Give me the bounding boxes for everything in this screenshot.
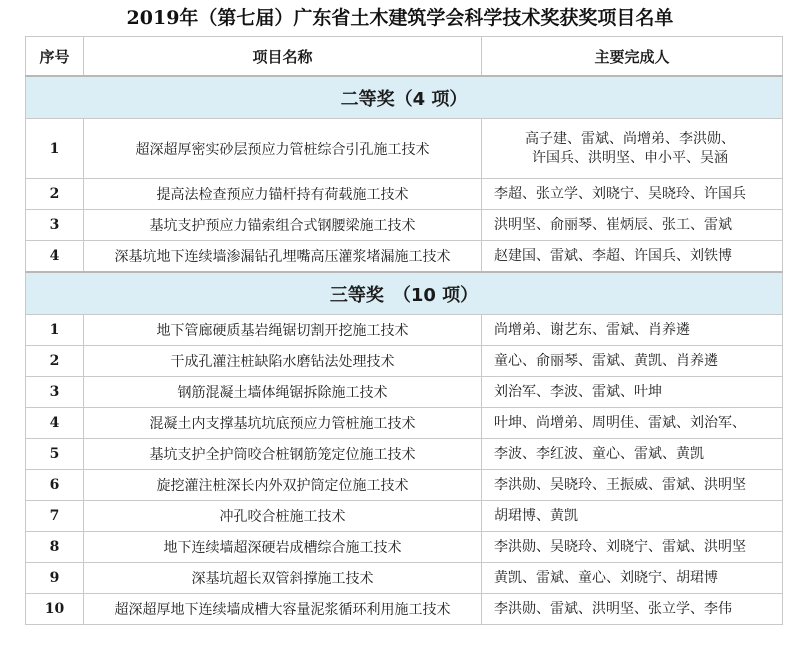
completers [482, 532, 783, 563]
table-row [26, 346, 783, 377]
section-label: 三等奖 （10 项） [26, 272, 783, 315]
completers [482, 119, 783, 179]
table-row [26, 179, 783, 210]
project-name: 超深超厚地下连续墙成槽大容量泥浆循环利用施工技术 [84, 594, 482, 625]
project-name: 基坑支护全护筒咬合桩钢筋笼定位施工技术 [84, 439, 482, 470]
completers-line: 刘治军、李波、雷斌、叶坤 [494, 383, 662, 400]
header-row [26, 37, 783, 77]
completers [482, 377, 783, 408]
project-name: 旋挖灌注桩深长内外双护筒定位施工技术 [84, 470, 482, 501]
completers-line: 高子建、雷斌、尚增弟、李洪勋、 [525, 130, 735, 147]
completers [482, 179, 783, 210]
table-row [26, 408, 783, 439]
table-row [26, 563, 783, 594]
row-number: 3 [26, 377, 84, 408]
project-name: 深基坑地下连续墙渗漏钻孔埋嘴高压灌浆堵漏施工技术 [84, 241, 482, 273]
row-number: 4 [26, 408, 84, 439]
row-number: 2 [26, 346, 84, 377]
project-name: 干成孔灌注桩缺陷水磨钻法处理技术 [84, 346, 482, 377]
completers [482, 594, 783, 625]
table-row [26, 439, 783, 470]
table-row [26, 532, 783, 563]
completers-line: 尚增弟、谢艺东、雷斌、肖养遴 [494, 321, 690, 338]
table-row [26, 470, 783, 501]
completers-line: 赵建国、雷斌、李超、许国兵、刘铁博 [494, 247, 732, 264]
completers [482, 210, 783, 241]
award-table [25, 36, 783, 625]
project-name: 钢筋混凝土墙体绳锯拆除施工技术 [84, 377, 482, 408]
completers-line: 洪明坚、俞丽琴、崔炳辰、张工、雷斌 [494, 216, 732, 233]
row-number: 5 [26, 439, 84, 470]
completers [482, 408, 783, 439]
table-row [26, 315, 783, 346]
section-label: 二等奖（4 项） [26, 76, 783, 119]
project-name: 地下管廊硬质基岩绳锯切割开挖施工技术 [84, 315, 482, 346]
completers [482, 439, 783, 470]
completers [482, 470, 783, 501]
completers-line: 许国兵、洪明坚、申小平、吴涵 [532, 149, 728, 166]
row-number: 10 [26, 594, 84, 625]
row-number: 9 [26, 563, 84, 594]
completers-line: 李洪勋、雷斌、洪明坚、张立学、李伟 [494, 600, 732, 617]
row-number: 6 [26, 470, 84, 501]
header-project: 项目名称 [84, 37, 482, 77]
completers-line: 李波、李红波、童心、雷斌、黄凯 [494, 445, 704, 462]
table-row [26, 210, 783, 241]
page-title: 2019年（第七届）广东省土木建筑学会科学技术奖获奖项目名单 [126, 7, 674, 29]
completers-line: 童心、俞丽琴、雷斌、黄凯、肖养遴 [494, 352, 718, 369]
row-number: 4 [26, 241, 84, 273]
project-name: 冲孔咬合桩施工技术 [84, 501, 482, 532]
header-people: 主要完成人 [482, 37, 783, 77]
completers-line: 叶坤、尚增弟、周明佳、雷斌、刘治军、 [494, 414, 746, 431]
completers [482, 563, 783, 594]
completers [482, 501, 783, 532]
row-number: 3 [26, 210, 84, 241]
section-header-row [26, 272, 783, 315]
table-row [26, 594, 783, 625]
completers-line: 胡珺博、黄凯 [494, 507, 578, 524]
project-name: 提高法检查预应力锚杆持有荷载施工技术 [84, 179, 482, 210]
completers-line: 李超、张立学、刘晓宁、吴晓玲、许国兵 [494, 185, 746, 202]
row-number: 7 [26, 501, 84, 532]
completers-line: 李洪勋、吴晓玲、刘晓宁、雷斌、洪明坚 [494, 538, 746, 555]
section-header-row [26, 76, 783, 119]
project-name: 地下连续墙超深硬岩成槽综合施工技术 [84, 532, 482, 563]
project-name: 超深超厚密实砂层预应力管桩综合引孔施工技术 [84, 119, 482, 179]
completers-line: 黄凯、雷斌、童心、刘晓宁、胡珺博 [494, 569, 718, 586]
completers-line: 李洪勋、吴晓玲、王振威、雷斌、洪明坚 [494, 476, 746, 493]
table-row [26, 241, 783, 273]
project-name: 深基坑超长双管斜撑施工技术 [84, 563, 482, 594]
completers [482, 346, 783, 377]
row-number: 1 [26, 315, 84, 346]
project-name: 混凝土内支撑基坑坑底预应力管桩施工技术 [84, 408, 482, 439]
row-number: 2 [26, 179, 84, 210]
table-row [26, 377, 783, 408]
project-name: 基坑支护预应力锚索组合式钢腰梁施工技术 [84, 210, 482, 241]
completers [482, 241, 783, 273]
row-number: 8 [26, 532, 84, 563]
table-row [26, 501, 783, 532]
row-number: 1 [26, 119, 84, 179]
completers [482, 315, 783, 346]
table-row [26, 119, 783, 179]
header-no: 序号 [26, 37, 84, 77]
